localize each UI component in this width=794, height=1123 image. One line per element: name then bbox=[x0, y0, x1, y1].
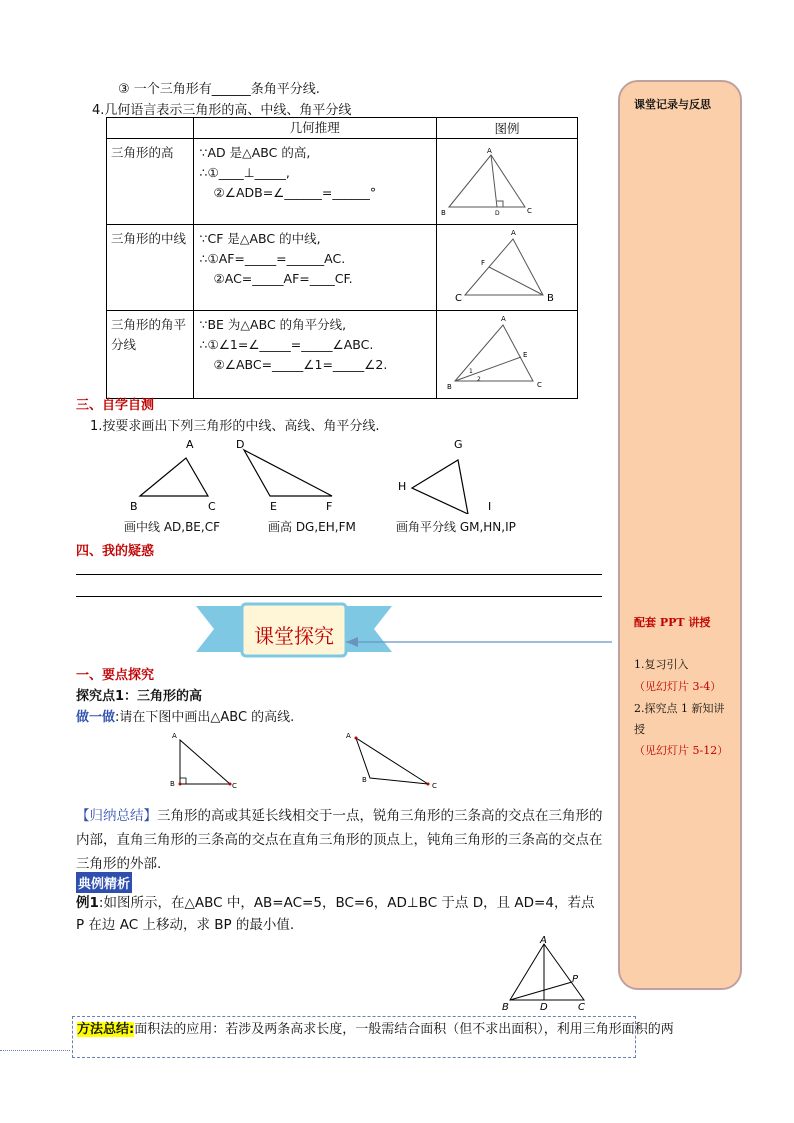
line: ∵CF 是△ABC 的中线, bbox=[199, 231, 321, 246]
label-B: B bbox=[362, 776, 367, 784]
label-B: B bbox=[446, 383, 452, 391]
label-H: H bbox=[398, 480, 407, 493]
label-C: C bbox=[536, 381, 542, 389]
label-A: A bbox=[186, 438, 194, 451]
explore-title: 一、要点探究 bbox=[76, 668, 155, 683]
label-C: C bbox=[208, 500, 216, 513]
median-figure bbox=[437, 225, 577, 307]
label-G: G bbox=[454, 438, 463, 451]
row-name: 三角形的中线 bbox=[107, 225, 194, 311]
intro-item3: ③ 一个三角形有______条角平分线. bbox=[118, 82, 320, 97]
label-A: A bbox=[500, 315, 506, 323]
label-C: C bbox=[578, 1002, 585, 1013]
example-text: :如图所示，在△ABC 中，AB=AC=5，BC=6，AD⊥BC 于点 D，且 AD=4，若点 P 在边 AC 上移动，求 BP 的最小值. bbox=[76, 895, 595, 933]
sidebar-title: 课堂记录与反思 bbox=[634, 98, 711, 111]
line: ∴①∠1=∠_____=_____∠ABC. bbox=[199, 337, 374, 352]
tri3-caption: 画角平分线 GM,HN,IP bbox=[396, 520, 516, 534]
bisector-figure bbox=[437, 311, 577, 395]
label-C: C bbox=[526, 207, 532, 215]
label-D: D bbox=[236, 438, 245, 451]
answer-line bbox=[76, 574, 602, 575]
row-reasoning bbox=[193, 139, 436, 225]
label-B: B bbox=[440, 209, 446, 217]
label-E: E bbox=[270, 500, 277, 513]
section3-q1: 1.按要求画出下列三角形的中线、高线、角平分线. bbox=[90, 419, 380, 434]
sidebar-panel bbox=[618, 80, 742, 990]
row-reasoning bbox=[193, 311, 436, 399]
line: ②∠ABC=_____∠1=_____∠2. bbox=[213, 357, 388, 372]
line: ②∠ADB=∠______=______° bbox=[213, 185, 377, 200]
row-name: 三角形的高 bbox=[107, 139, 194, 225]
label-C: C bbox=[454, 293, 462, 304]
summary-text: 三角形的高或其延长线相交于一点，锐角三角形的三条高的交点在三角形的内部，直角三角形的三条高的交点在直角三角形的顶点上，钝角三角形的三条高的交点在三角形的外部. bbox=[76, 808, 603, 872]
intro-q4: 4.几何语言表示三角形的高、中线、角平分线 bbox=[92, 103, 352, 118]
label-A: A bbox=[540, 935, 547, 946]
doit-label: 做一做 bbox=[76, 710, 116, 725]
table-row bbox=[107, 311, 578, 399]
geometry-table bbox=[106, 117, 578, 399]
section4-title: 四、我的疑惑 bbox=[76, 544, 155, 559]
label-C: C bbox=[232, 782, 237, 790]
label-F: F bbox=[480, 259, 486, 267]
label-E: E bbox=[522, 351, 528, 359]
label-I: I bbox=[488, 500, 492, 513]
tri1-caption: 画中线 AD,BE,CF bbox=[124, 520, 220, 534]
line: ∵BE 为△ABC 的角平分线, bbox=[199, 317, 347, 332]
tri2-caption: 画高 DG,EH,FM bbox=[268, 520, 356, 534]
label-P: P bbox=[572, 974, 579, 985]
label-B: B bbox=[502, 1002, 509, 1013]
table-row bbox=[107, 225, 578, 311]
line: ∵AD 是△ABC 的高, bbox=[199, 145, 311, 160]
table-header-reasoning: 几何推理 bbox=[193, 118, 436, 139]
label-2: 2 bbox=[476, 376, 481, 383]
sidebar-ppt: 配套 PPT 讲授 bbox=[634, 616, 711, 629]
table-header-blank bbox=[107, 118, 194, 139]
table-header-figure: 图例 bbox=[436, 118, 577, 139]
label-F: F bbox=[326, 500, 333, 513]
line: ∴①AF=_____=______AC. bbox=[199, 251, 346, 266]
banner-title: 课堂探究 bbox=[254, 624, 334, 648]
answer-line bbox=[76, 596, 602, 597]
example bbox=[76, 892, 604, 936]
label-D: D bbox=[494, 210, 500, 217]
explore-point1: 探究点1：三角形的高 bbox=[76, 689, 203, 704]
label-D: D bbox=[540, 1002, 548, 1013]
self-test-triangles bbox=[120, 434, 560, 514]
doit-text: :请在下图中画出△ABC 的高线. bbox=[115, 710, 295, 725]
example-figure bbox=[498, 934, 598, 1014]
method-text: 面积法的应用：若涉及两条高求长度，一般需结合面积（但不求出面积），利用三角形面积的两 bbox=[134, 1022, 674, 1037]
altitude-figure bbox=[437, 139, 577, 221]
label-B: B bbox=[170, 780, 175, 788]
sidebar-item1: 1.复习引入 bbox=[634, 658, 689, 671]
line: ②AC=_____AF=____CF. bbox=[213, 271, 353, 286]
sidebar-item2: 2.探究点 1 新知讲授 bbox=[634, 702, 725, 736]
label-A: A bbox=[486, 147, 492, 155]
row-figure bbox=[436, 311, 577, 399]
row-name: 三角形的角平分线 bbox=[107, 311, 194, 399]
example-tag: 典例精析 bbox=[76, 872, 132, 893]
row-figure bbox=[436, 139, 577, 225]
table-row bbox=[107, 139, 578, 225]
label-1: 1 bbox=[468, 368, 473, 375]
label-C: C bbox=[432, 782, 437, 790]
method-label: 方法总结: bbox=[77, 1022, 135, 1037]
label-A: A bbox=[172, 732, 177, 740]
sidebar-item2-ref: （见幻灯片 5-12） bbox=[634, 744, 729, 757]
sidebar-item1-ref: （见幻灯片 3-4） bbox=[634, 680, 722, 693]
label-B: B bbox=[546, 293, 554, 304]
altitude-exercise-figures bbox=[160, 728, 460, 794]
line: ∴①____⊥_____, bbox=[199, 165, 290, 180]
summary bbox=[76, 804, 604, 876]
example-label: 例1 bbox=[76, 895, 99, 911]
method-box bbox=[72, 1016, 674, 1058]
label-B: B bbox=[130, 500, 138, 513]
row-reasoning bbox=[193, 225, 436, 311]
summary-label: 【归纳总结】 bbox=[76, 808, 157, 824]
section3-title: 三、自学自测 bbox=[76, 398, 155, 413]
label-A: A bbox=[346, 732, 351, 740]
method-line bbox=[73, 1017, 674, 1038]
page-edge-line bbox=[0, 1050, 70, 1051]
row-figure bbox=[436, 225, 577, 311]
doit-line bbox=[76, 706, 294, 725]
label-A: A bbox=[510, 229, 516, 237]
